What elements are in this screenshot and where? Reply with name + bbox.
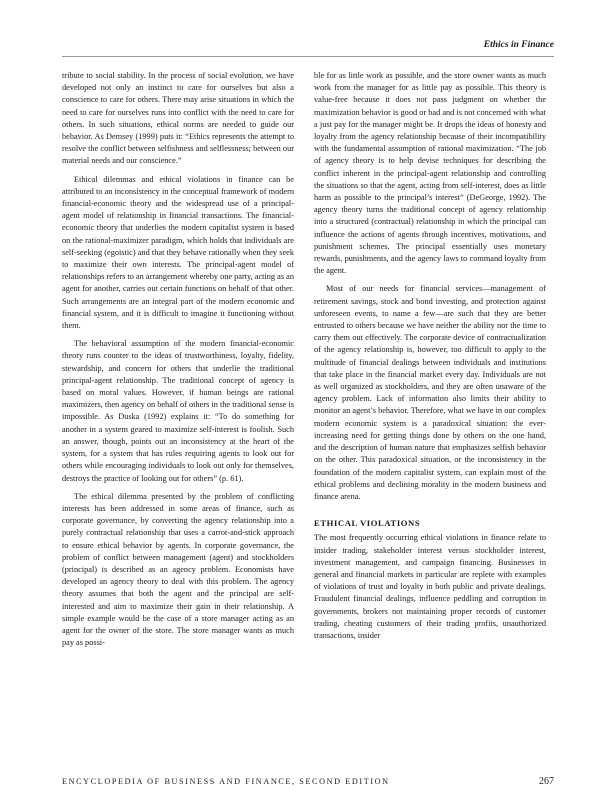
running-head: Ethics in Finance (483, 40, 554, 50)
section-heading: ETHICAL VIOLATIONS (314, 518, 421, 529)
left-paragraph-1: tribute to social stability. In the process of social evolution, we have developed not only an instinct to care for ourselves but also a conscience to care for others. There may arise situations in which the need to care for ourselves runs into conflict with the need to care for others. In such situations, ethical norms are needed to guide our behavior. As Demsey (1999) puts it: “Ethics represents the attempt to resolve the conflict between selfishness and selflessness; between our material needs and our conscience.” (62, 71, 294, 166)
left-paragraph-2: Ethical dilemmas and ethical violations in finance can be attributed to an inconsistency in the conceptual framework of modern financial-economic theory and the widespread use of a principal-agent model of relationship in financial transactions. The financial-economic theory that underlies the modern capitalist system is based on the rational-maximizer paradigm, which holds that individuals are self-seeking (egoistic) and that they behave rationally when they seek to maximize their own interests. The principal-agent model of relationships refers to an arrangement whereby one party, acting as an agent for another, carries out certain functions on behalf of that other. Such arrangements are an integral part of the modern economic and financial system, and it is difficult to imagine it functioning without them. (62, 174, 294, 331)
right-paragraph-3: The most frequently occurring ethical violations in finance relate to insider trading, stakeholder interest versus stockholder interest, investment management, and campaign financing. Businesses in general and financial markets in particular are replete with examples of violations of trust and loyalty in both public and private dealings. Fraudulent financial dealings, influence peddling and corruption in governments, brokers not maintaining proper records of customer trading, cheating customers of their trading profits, unauthorized transactions, insider (314, 533, 546, 640)
header-rule (62, 56, 554, 57)
right-paragraph-1: ble for as little work as possible, and the store owner wants as much work from the manager for as little pay as possible. This theory is value-free because it does not pass judgment on whether the maximization behavior is good or bad and is not concerned with what a just pay for the manager might be. It drops the ideas of honesty and loyalty from the agency relationship because of their incompatibility with the fundamental assumption of rational maximization. “The job of agency theory is to help devise techniques for describing the conflict inherent in the principal-agent relationship and controlling the situations so that the agent, acting from self-interest, does as little harm as possible to the principal’s interest” (DeGeorge, 1992). The agency theory turns the traditional concept of agency relationship into a structured (contractual) relationship in which the principal can influence the actions of agents through incentives, motivations, and punishment schemes. The principal essentially uses monetary rewards, punishments, and the agency laws to command loyalty from the agent. (314, 71, 546, 276)
left-column (62, 70, 294, 655)
page-footer (62, 777, 554, 786)
page-number: 267 (539, 776, 554, 787)
left-paragraph-4: The ethical dilemma presented by the problem of conflicting interests has been addressed in some areas of finance, such as corporate governance, by converting the agency relationship into a purely contractual relationship that uses a carrot-and-stick approach to ensure ethical behavior by agents. In corporate governance, the problem of conflict between management (agent) and stockholders (principal) is described as an agency problem. Economists have developed an agency theory to deal with this problem. The agency theory assumes that both the agent and the principal are self-interested and aim to maximize their gain in their relationship. A simple example would be the case of a store manager acting as an agent for the owner of the store. The store manager wants as much pay as possi- (62, 491, 294, 648)
right-column (314, 70, 546, 648)
footer-title: ENCYCLOPEDIA OF BUSINESS AND FINANCE, SECOND EDITION (62, 777, 390, 786)
right-paragraph-2: Most of our needs for financial services—management of retirement savings, stock and bond investing, and protection against unforeseen events, to name a few—are such that they are better entrusted to others because we have neither the ability nor the time to carry them out effectively. The corporate device of contractualization of the agency relationship is, however, too difficult to apply to the multitude of financial dealings between individuals and institutions that take place in the financial market every day. Individuals are not as well organized as stockholders, and they are often unaware of the agency problem. Lack of information also limits their ability to monitor an agent’s behavior. Therefore, what we have in our complex modern economic system is a paradoxical situation: the ever-increasing need for getting things done by others on the one hand, and the description of human nature that emphasizes selfish behavior on the other. This paradoxical situation, or the inconsistency in the foundation of the modern capitalist system, can explain most of the ethical problems and declining morality in the modern business and finance arena. (314, 284, 546, 501)
left-paragraph-3: The behavioral assumption of the modern financial-economic theory runs counter to the ideas of trustworthiness, loyalty, fidelity, stewardship, and concern for others that underlie the traditional principal-agent relationship. The traditional concept of agency is based on moral values. However, if human beings are rational maximizers, then agency on behalf of others in the traditional sense is impossible. As Duska (1992) explains it: “To do something for another in a system geared to maximize self-interest is foolish. Such an answer, though, points out an inconsistency at the heart of the system, for a system that has rules requiring agents to look out for others while encouraging individuals to look out only for themselves, destroys the practice of looking out for others” (p. 61). (62, 339, 294, 483)
